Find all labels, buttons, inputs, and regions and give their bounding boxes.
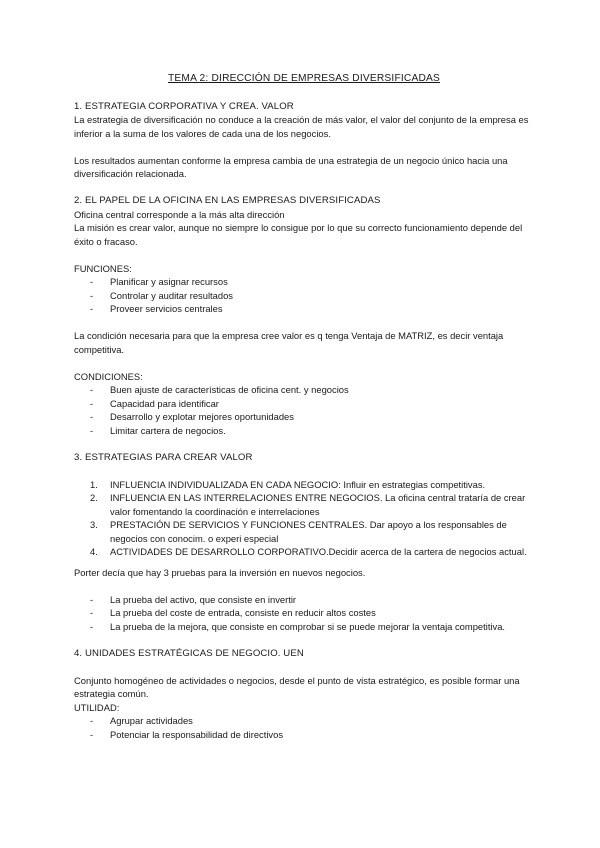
section-1-paragraph-1: La estrategia de diversificación no conduce a la creación de más valor, el valor del conjunto de la empresa es inferior a la suma de los valores de cada una de los negocios.	[74, 114, 529, 139]
list-item: - La prueba de la mejora, que consiste en comprobar si se puede mejorar la ventaja competitiva.	[74, 620, 534, 634]
condiciones-label: CONDICIONES:	[74, 370, 143, 382]
list-item: - Limitar cartera de negocios.	[74, 424, 534, 438]
funciones-list	[74, 275, 534, 316]
list-number: 1.	[90, 478, 98, 490]
list-item: - La prueba del activo, que consiste en invertir	[74, 593, 534, 607]
list-number: 4.	[90, 546, 98, 557]
list-item-text: INFLUENCIA INDIVIDUALIZADA EN CADA NEGOCIO: Influir en estrategias competitivas.	[110, 478, 486, 490]
condiciones-list	[74, 383, 534, 437]
list-item-text: ACTIVIDADES DE DESARROLLO CORPORATIVO.Decidir acerca de la cartera de negocios actual.	[110, 546, 527, 557]
porter-paragraph: Porter decía que hay 3 pruebas para la inversión en nuevos negocios.	[74, 566, 366, 578]
utilidad-list	[74, 714, 534, 741]
list-item: - Agrupar actividades	[74, 714, 534, 728]
funciones-label: FUNCIONES:	[74, 262, 132, 274]
section-2-paragraph-1: Oficina central corresponde a la más alta dirección	[74, 208, 285, 220]
section-2-paragraph-2: La misión es crear valor, aunque no siempre lo consigue por lo que su correcto funcionamiento depende del éxito o fracaso.	[74, 222, 523, 247]
list-item: - Controlar y auditar resultados	[74, 289, 534, 303]
section-1-heading: 1. ESTRATEGIA CORPORATIVA Y CREA. VALOR	[74, 100, 294, 112]
list-item-text: PRESTACIÓN DE SERVICIOS Y FUNCIONES CENTRALES. Dar apoyo a los responsables de negocios con conocim. o experi especial	[110, 519, 507, 544]
document-page	[74, 72, 534, 741]
list-item: - Potenciar la responsabilidad de directivos	[74, 728, 534, 742]
section-2-paragraph-3: La condición necesaria para que la empresa cree valor es q tenga Ventaja de MATRIZ, es decir ventaja competitiva.	[74, 330, 504, 355]
list-number: 3.	[90, 519, 98, 530]
document-title: TEMA 2: DIRECCIÓN DE EMPRESAS DIVERSIFICADAS	[167, 73, 441, 84]
list-number: 2.	[90, 492, 98, 503]
list-item: - Planificar y asignar recursos	[74, 275, 534, 289]
list-item: - La prueba del coste de entrada, consiste en reducir altos costes	[74, 606, 534, 620]
section-1-paragraph-2: Los resultados aumentan conforme la empresa cambia de una estrategia de un negocio único hacia una diversificación relacionada.	[74, 154, 508, 179]
strategies-list	[74, 478, 534, 559]
list-item	[74, 491, 534, 518]
list-item: - Buen ajuste de características de oficina cent. y negocios	[74, 383, 534, 397]
list-item-text: INFLUENCIA EN LAS INTERRELACIONES ENTRE NEGOCIOS. La oficina central trataría de crear valor fomentando la coordinación e interrelaciones	[110, 492, 526, 517]
list-item	[74, 478, 534, 492]
list-item	[74, 518, 534, 545]
section-3-heading: 3. ESTRATEGIAS PARA CREAR VALOR	[74, 451, 253, 463]
section-4-paragraph-1: Conjunto homogéneo de actividades o negocios, desde el punto de vista estratégico, es posible formar una estrategia común.	[74, 674, 520, 699]
section-2-heading: 2. EL PAPEL DE LA OFICINA EN LAS EMPRESAS DIVERSIFICADAS	[74, 195, 381, 206]
utilidad-label: UTILIDAD:	[74, 701, 120, 713]
section-4-heading: 4. UNIDADES ESTRATÉGICAS DE NEGOCIO. UEN	[74, 647, 304, 659]
list-item: - Capacidad para identificar	[74, 397, 534, 411]
pruebas-list	[74, 593, 534, 634]
list-item: - Proveer servicios centrales	[74, 302, 534, 316]
list-item: - Desarrollo y explotar mejores oportunidades	[74, 410, 534, 424]
list-item	[74, 545, 534, 559]
